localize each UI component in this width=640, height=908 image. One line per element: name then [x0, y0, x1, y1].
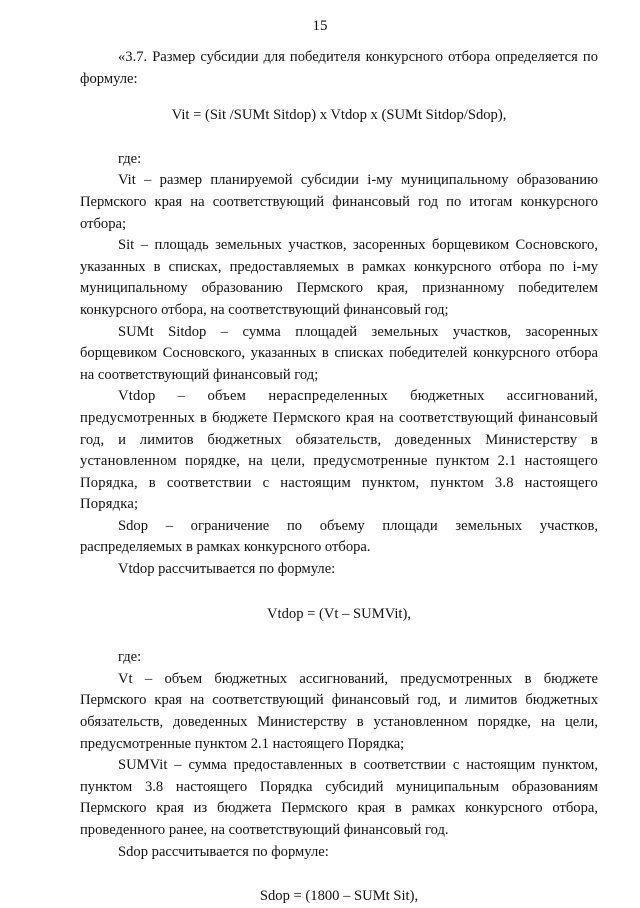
- formula-vtdop: Vtdop = (Vt – SUMVit),: [267, 605, 411, 622]
- definition-vit: Vit – размер планируемой субсидии i-му муниципальному образованию Пермского края на соответствующий финансовый год по итогам конкурсного отбора;: [80, 172, 598, 232]
- definition-vt: Vt – объем бюджетных ассигнований, предусмотренных в бюджете Пермского края на соответствующий финансовый год, и лимитов бюджетных обязательств, доведенных Министерству в установленном порядке, на цели, предусмотренные пунктом 2.1 настоящего Порядка;: [80, 670, 598, 752]
- where-label: где:: [118, 150, 142, 167]
- page-number: 15: [312, 18, 328, 34]
- where-label-2: где:: [118, 649, 142, 666]
- vtdop-calculation-label: Vtdop рассчитывается по формуле:: [118, 561, 336, 578]
- definition-sit: Sit – площадь земельных участков, засоренных борщевиком Сосновского, указанных в списках, предоставляемых в рамках конкурсного отбора по i-му муниципальному образованию Пермского края, признанному победителем конкурсного отбора, на соответствующий финансовый год;: [80, 237, 598, 318]
- intro-paragraph: «3.7. Размер субсидии для победителя конкурсного отбора определяется по формуле:: [80, 49, 598, 87]
- document-body: [80, 47, 598, 908]
- definition-sdop: Sdop – ограничение по объему площади земельных участков, распределяемых в рамках конкурсного отбора.: [80, 517, 598, 556]
- formula-vit: Vit = (Sit /SUMt Sitdop) x Vtdop x (SUMt Sitdop/Sdop),: [171, 107, 507, 124]
- definition-sumt-sitdop: SUMt Sitdop – сумма площадей земельных участков, засоренных борщевиком Сосновского, указанных в списках победителей конкурсного отбора на соответствующий финансовый год;: [80, 323, 598, 383]
- formula-sdop: Sdop = (1800 – SUMt Sit),: [259, 888, 419, 905]
- definition-sumvit: SUMVit – сумма предоставленных в соответствии с настоящим пунктом, пунктом 3.8 настоящего Порядка субсидий муниципальным образованиям Пермского края из бюджета Пермского края в рамках конкурсного отбора, проведенного ранее, на соответствующий финансовый год.: [80, 757, 598, 838]
- definition-vtdop: Vtdop – объем нераспределенных бюджетных ассигнований, предусмотренных в бюджете Пермского края на соответствующий финансовый год, и лимитов бюджетных обязательств, доведенных Министерству в установленном порядке, на цели, предусмотренные пунктом 2.1 настоящего Порядка, в соответствии с настоящим пунктом, пунктом 3.8 настоящего Порядка;: [80, 388, 598, 513]
- sdop-calculation-label: Sdop рассчитывается по формуле:: [118, 843, 329, 860]
